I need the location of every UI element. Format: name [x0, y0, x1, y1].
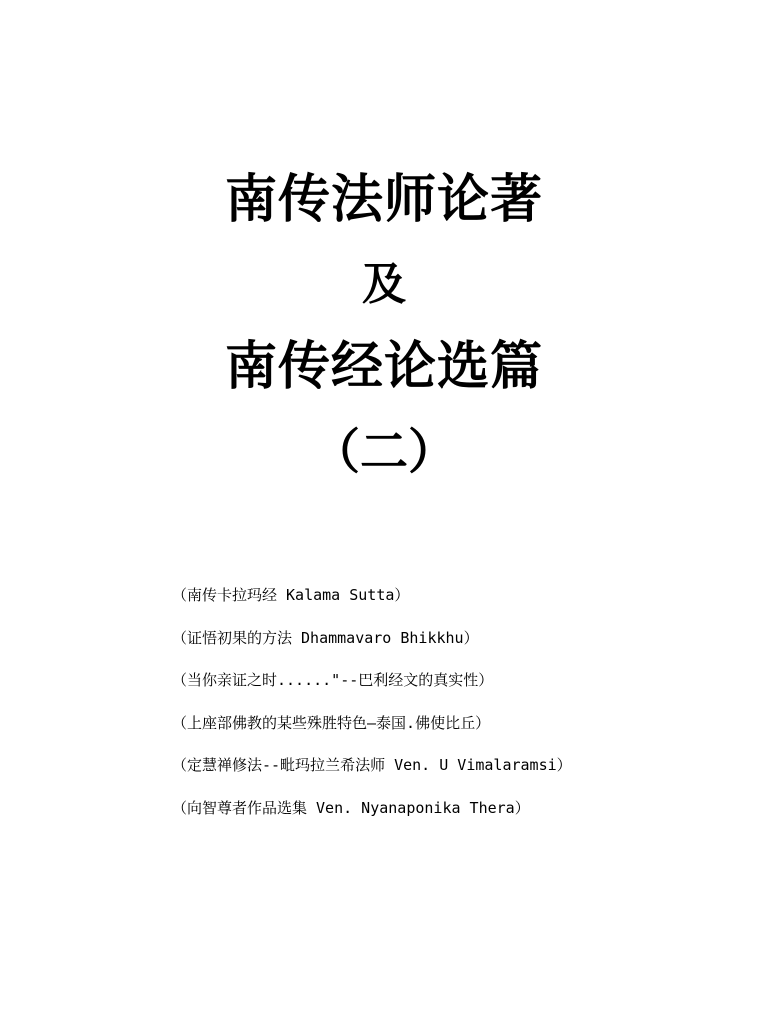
contents-item-theravada-features: （上座部佛教的某些殊胜特色—泰国.佛使比丘）: [172, 713, 491, 732]
contents-item-vimalaramsi: （定慧禅修法--毗玛拉兰希法师 Ven. U Vimalaramsi）: [172, 756, 572, 774]
title-line-1: 南传法师论著: [224, 170, 543, 230]
contents-item-pali-authenticity: （当你亲证之时......"--巴利经文的真实性）: [172, 671, 494, 689]
contents-item-kalama-sutta: （南传卡拉玛经 Kalama Sutta）: [172, 586, 410, 604]
contents-item-nyanaponika: （向智尊者作品选集 Ven. Nyanaponika Thera）: [172, 798, 530, 817]
title-line-2: 及: [362, 259, 406, 310]
title-line-4: （二）: [311, 424, 456, 480]
contents-item-stream-entry: （证悟初果的方法 Dhammavaro Bhikkhu）: [172, 628, 479, 647]
contents-list: [172, 586, 572, 841]
title-line-3: 南传经论选篇: [224, 337, 543, 397]
